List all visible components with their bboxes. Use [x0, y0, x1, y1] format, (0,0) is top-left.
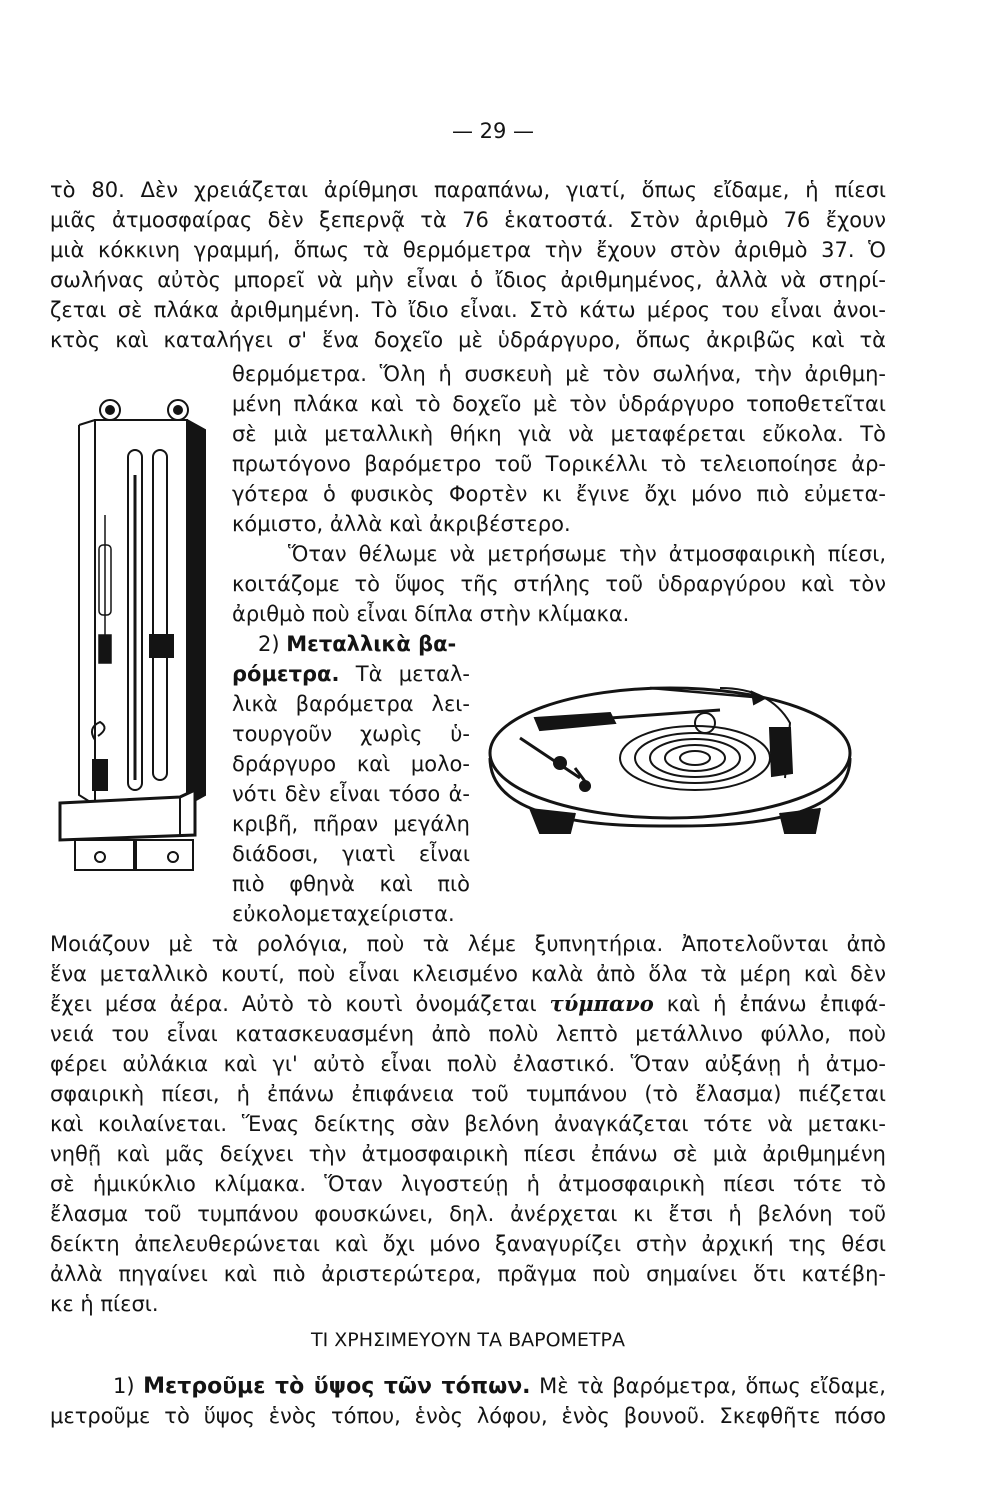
text-line: σὲ μιὰ μεταλλικὴ θήκη γιὰ νὰ μεταφέρεται εὔκολα. Τὸ [232, 422, 886, 446]
text-line: θερμόμετρα. Ὅλη ἡ συσκευὴ μὲ τὸν σωλήνα, τὴν ἀριθμη- [232, 362, 886, 386]
foot-right [780, 808, 820, 833]
backboard-edge [79, 420, 95, 805]
text-line: καὶ κοιλαίνεται. Ἕνας δείκτης σὰν βελόνη ἀναγκάζεται τότε νὰ μετακι- [50, 1112, 886, 1136]
text-line: διάδοσι, γιατὶ εἶναι [232, 842, 470, 866]
section-title: ΤΙ ΧΡΗΣΙΜΕΥΟΥΝ ΤΑ ΒΑΡΟΜΕΤΡΑ [311, 1329, 625, 1351]
glass-tube [153, 450, 167, 780]
text-fragment: ἔχει μέσα ἀέρα. Αὐτὸ τὸ κουτὶ ὀνομάζεται [50, 992, 537, 1016]
text-line: πιὸ φθηνὰ καὶ πιὸ [232, 872, 470, 896]
text-line: μιᾶς ἀτμοσφαίρας δὲν ξεπερνᾷ τὰ 76 ἑκατοστά. Στὸν ἀριθμὸ 76 ἔχουν [50, 208, 886, 232]
text-line: τὸ 80. Δὲν χρειάζεται ἀρίθμησι παραπάνω, γιατί, ὅπως εἴδαμε, ἡ πίεσι [50, 178, 886, 202]
text-line: σὲ ἡμικύκλιο κλίμακα. Ὅταν λιγοστεύῃ ἡ ἀτμοσφαιρικὴ πίεσι τότε τὸ [50, 1172, 886, 1196]
text-line: ζεται σὲ πλάκα ἀριθμημένη. Τὸ ἴδιο εἶναι. Στὸ κάτω μέρος του εἶναι ἀνοι- [50, 298, 886, 322]
text-line: Ὅταν θέλωμε νὰ μετρήσωμε τὴν ἀτμοσφαιρικὴ πίεσι, [288, 542, 886, 566]
thermometer [99, 515, 111, 663]
section-heading-cont: ρόμετρα. [232, 662, 340, 686]
text-line: κόμιστο, ἀλλὰ καὶ ἀκριβέστερο. [232, 512, 571, 536]
spring-bracket [770, 728, 792, 776]
term-tympano: τύμπανο [549, 991, 654, 1016]
lever-arm [535, 713, 615, 730]
cistern-box [60, 790, 195, 840]
text-line: κριβῆ, πῆραν μεγάλη [232, 812, 470, 836]
text-line: ἀλλὰ πηγαίνει καὶ πιὸ ἀριστερώτερα, πρᾶγμα ποὺ σημαίνει ὅτι κατέβη- [50, 1262, 886, 1286]
text-line: σφαιρικὴ πίεσι, ἡ ἐπάνω ἐπιφάνεια τοῦ τυμπάνου (τὸ ἔλασμα) πιέζεται [50, 1082, 886, 1106]
text-line: πρωτόγονο βαρόμετρο τοῦ Τορικέλλι τὸ τελειοποίησε ἀρ- [232, 452, 886, 476]
text-line: νηθῇ καὶ μᾶς δείχνει τὴν ἀτμοσφαιρικὴ πίεσι ἐπάνω σὲ μιὰ ἀριθμημένη [50, 1142, 886, 1166]
text-fragment: Μὲ τὰ βαρόμετρα, ὅπως εἴδαμε, [539, 1374, 886, 1398]
text-line: ἕνα μεταλλικὸ κουτί, ποὺ εἶναι κλεισμένο καλὰ ἀπὸ ὅλα τὰ μέρη καὶ δὲν [50, 962, 886, 986]
foot-left [530, 808, 575, 833]
text-line: μετροῦμε τὸ ὕψος ἑνὸς τόπου, ἑνὸς λόφου, ἑνὸς βουνοῦ. Σκεφθῆτε πόσο [50, 1404, 886, 1428]
text-line: ἀριθμὸ ποὺ εἶναι δίπλα στὴν κλίμακα. [232, 602, 630, 626]
text-line: μένη πλάκα καὶ τὸ δοχεῖο μὲ τὸν ὑδράργυρο τοποθετεῖται [232, 392, 886, 416]
section-number: 1) [113, 1374, 135, 1398]
aneroid-barometer-illustration [480, 668, 860, 848]
text-line: κοιτάζομε τὸ ὕψος τῆς στήλης τοῦ ὑδραργύρου καὶ τὸν [232, 572, 886, 596]
screw-hole [168, 852, 178, 862]
text-line: εὐκολομεταχείριστα. [232, 902, 455, 926]
text-line: Μοιάζουν μὲ τὰ ρολόγια, ποὺ τὰ λέμε ξυπνητήρια. Ἀποτελοῦνται ἀπὸ [50, 932, 886, 956]
section-heading-line-2 [232, 660, 470, 688]
backboard-side [187, 420, 205, 805]
text-line: μιὰ κόκκινη γραμμή, ὅπως τὰ θερμόμετρα τὴν ἔχουν στὸν ἀριθμὸ 37. Ὁ [50, 238, 886, 262]
text-line: λικὰ βαρόμετρα λει- [232, 692, 470, 716]
text-line: νειά του εἶναι κατασκευασμένη ἀπὸ πολὺ λεπτὸ μετάλλινο φύλλο, ποὺ [50, 1022, 886, 1046]
text-line: δείκτη ἀπελευθερώνεται καὶ ὄχι μόνο ξαναγυρίζει στὴν ἀρχική της θέσι [50, 1232, 886, 1256]
section-heading: Μετροῦμε τὸ ὕψος τῶν τόπων. [143, 1374, 531, 1399]
vernier-slider [150, 635, 173, 657]
text-line: φέρει αὐλάκια καὶ γι' αὐτὸ εἶναι πολὺ ἐλαστικό. Ὅταν αὐξάνῃ ἡ ἀτμο- [50, 1052, 886, 1076]
fortin-barometer-illustration [55, 395, 215, 885]
text-line: κτὸς καὶ καταλήγει σ' ἕνα δοχεῖο μὲ ὑδράργυρο, ὅπως ἀκριβῶς καὶ τὰ [50, 328, 886, 352]
section-heading: Μεταλλικὰ βα- [286, 632, 457, 656]
text-line: τουργοῦν χωρὶς ὑ- [232, 722, 470, 746]
text-line: ἔλασμα τοῦ τυμπάνου φουσκώνει, δηλ. ἀνέρχεται κι ἔτσι ἡ βελόνη τοῦ [50, 1202, 886, 1226]
screw-hole [95, 852, 105, 862]
section-number: 2) [258, 632, 280, 656]
text-line: γότερα ὁ φυσικὸς Φορτὲν κι ἔγινε ὄχι μόνο πιὸ εὐμετα- [232, 482, 886, 506]
text-line: σωλήνας αὐτὸς μπορεῖ νὰ μὴν εἶναι ὁ ἴδιος ἀριθμημένος, ἀλλὰ νὰ στηρί- [50, 268, 886, 292]
text-fragment: Τὰ μεταλ- [355, 662, 470, 686]
text-line [50, 990, 886, 1018]
text-line: δράργυρο καὶ μολο- [232, 752, 470, 776]
text-line [113, 1372, 886, 1401]
tympano-diaphragm [620, 726, 770, 790]
section-heading-line [258, 630, 470, 658]
text-line: κε ἡ πίεσι. [50, 1292, 159, 1316]
text-line: νότι δὲν εἶναι τόσο ἀ- [232, 782, 470, 806]
page-number: — 29 — [451, 119, 535, 143]
adjusting-screw [92, 722, 105, 740]
text-fragment: καὶ ἡ ἐπάνω ἐπιφά- [666, 992, 886, 1016]
spindle [695, 713, 715, 733]
